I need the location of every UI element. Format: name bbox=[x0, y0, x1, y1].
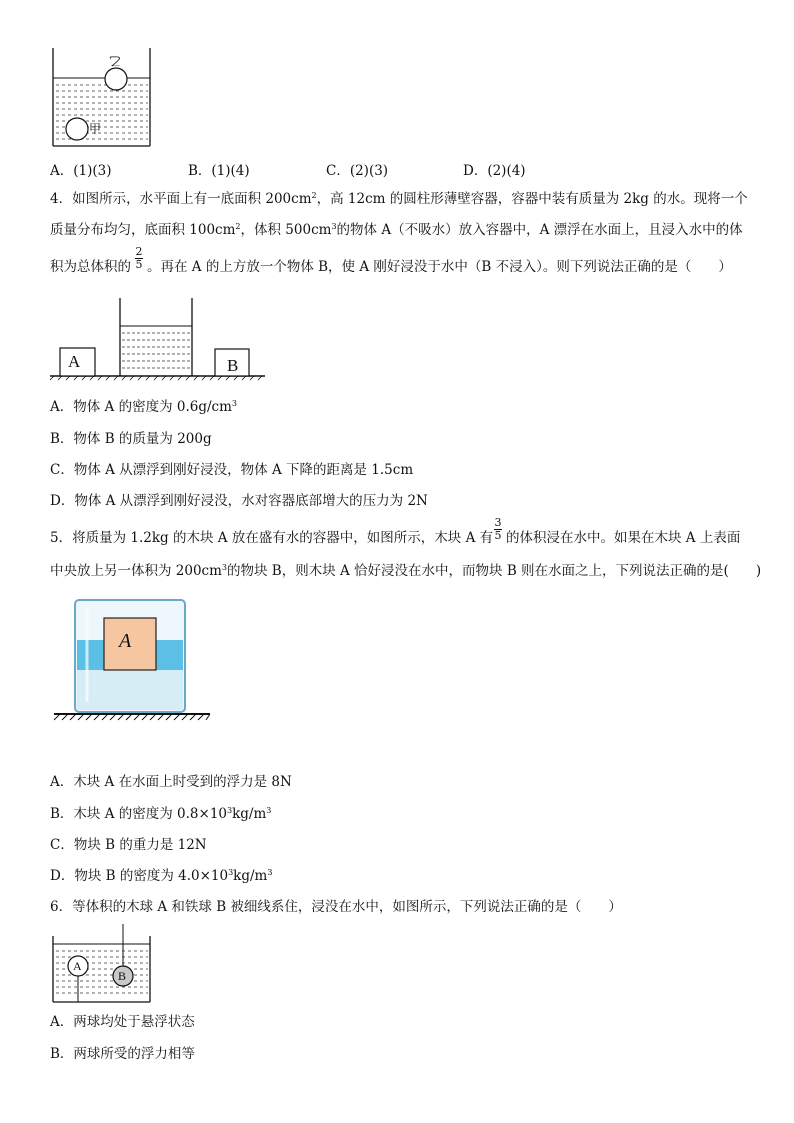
q3-option-b: B．(1)(4) bbox=[188, 163, 250, 179]
q4-fig-label-b: B bbox=[227, 356, 239, 375]
q6-option-a: A．两球均处于悬浮状态 bbox=[50, 1014, 195, 1030]
q5-option-c: C．物块 B 的重力是 12N bbox=[50, 837, 207, 853]
q6-fig-label-b: B bbox=[118, 969, 127, 983]
ball-yi bbox=[105, 68, 127, 90]
q4-option-b: B．物体 B 的质量为 200g bbox=[50, 431, 212, 447]
q6-option-b: B．两球所受的浮力相等 bbox=[50, 1046, 195, 1062]
q5-figure bbox=[52, 598, 222, 728]
q3-figure bbox=[52, 48, 162, 148]
q3-label-jia: 甲 bbox=[89, 122, 102, 136]
q5-stem-line1-a: 5．将质量为 1.2kg 的木块 A 放在盛有水的容器中，如图所示，木块 A 有 bbox=[50, 530, 494, 546]
q4-figure bbox=[50, 296, 280, 386]
q4-option-c: C．物体 A 从漂浮到刚好浸没，物体 A 下降的距离是 1.5cm bbox=[50, 462, 414, 478]
q5-stem-line2: 中央放上另一体积为 $200cm^3$的物块 B，则木块 A 恰好浸没在水中，而物块 B 则在水面之上，下列说法正确的是( ) bbox=[50, 563, 762, 579]
q3-label-yi: 乙 bbox=[109, 54, 122, 68]
q3-option-d: D．(2)(4) bbox=[463, 163, 526, 179]
q5-fig-label-a: A bbox=[119, 630, 132, 652]
q5-stem-line1-b: 的体积浸在水中。如果在木块 A 上表面 bbox=[506, 530, 741, 546]
q4-stem-line1: 4．如图所示，水平面上有一底面积 $200cm^2$，高 12cm 的圆柱形薄壁容器，容器中装有质量为 2kg 的水。现将一个 bbox=[50, 191, 748, 207]
q3-option-c: C．(2)(3) bbox=[326, 163, 389, 179]
q4-fig-label-a: A bbox=[68, 352, 81, 371]
q4-fraction: 2 5 bbox=[135, 245, 143, 271]
q4-stem-line3-b: 。再在 A 的上方放一个物体 B，使 A 刚好浸没于水中（B 不浸入）。则下列说法正确的是（ ） bbox=[147, 259, 732, 275]
q4-option-a: A．物体 A 的密度为 $0.6g/cm^3$ bbox=[50, 399, 237, 415]
q4-stem-line2: 质量分布均匀，底面积 $100cm^2$，体积 $500cm^3$的物体 A（不吸水）放入容器中，A 漂浮在水面上，且浸入水中的体 bbox=[50, 222, 743, 238]
q4-stem-line3-a: 积为总体积的 bbox=[50, 259, 131, 275]
ball-jia bbox=[66, 118, 88, 140]
q5-option-a: A．木块 A 在水面上时受到的浮力是 8N bbox=[50, 774, 292, 790]
q3-option-a: A．(1)(3) bbox=[50, 163, 112, 179]
q5-option-b: B．木块 A 的密度为 $0.8\times 10^3kg/m^3$ bbox=[50, 806, 272, 822]
q6-figure bbox=[52, 924, 162, 1004]
q5-option-d: D．物块 B 的密度为 $4.0\times 10^3kg/m^3$ bbox=[50, 868, 273, 884]
q4-option-d: D．物体 A 从漂浮到刚好浸没，水对容器底部增大的压力为 2N bbox=[50, 493, 428, 509]
q5-fraction: 3 5 bbox=[494, 516, 502, 542]
q6-stem: 6．等体积的木球 A 和铁球 B 被细线系住，浸没在水中，如图所示，下列说法正确的是（ ） bbox=[50, 899, 622, 915]
q6-fig-label-a: A bbox=[73, 959, 82, 973]
